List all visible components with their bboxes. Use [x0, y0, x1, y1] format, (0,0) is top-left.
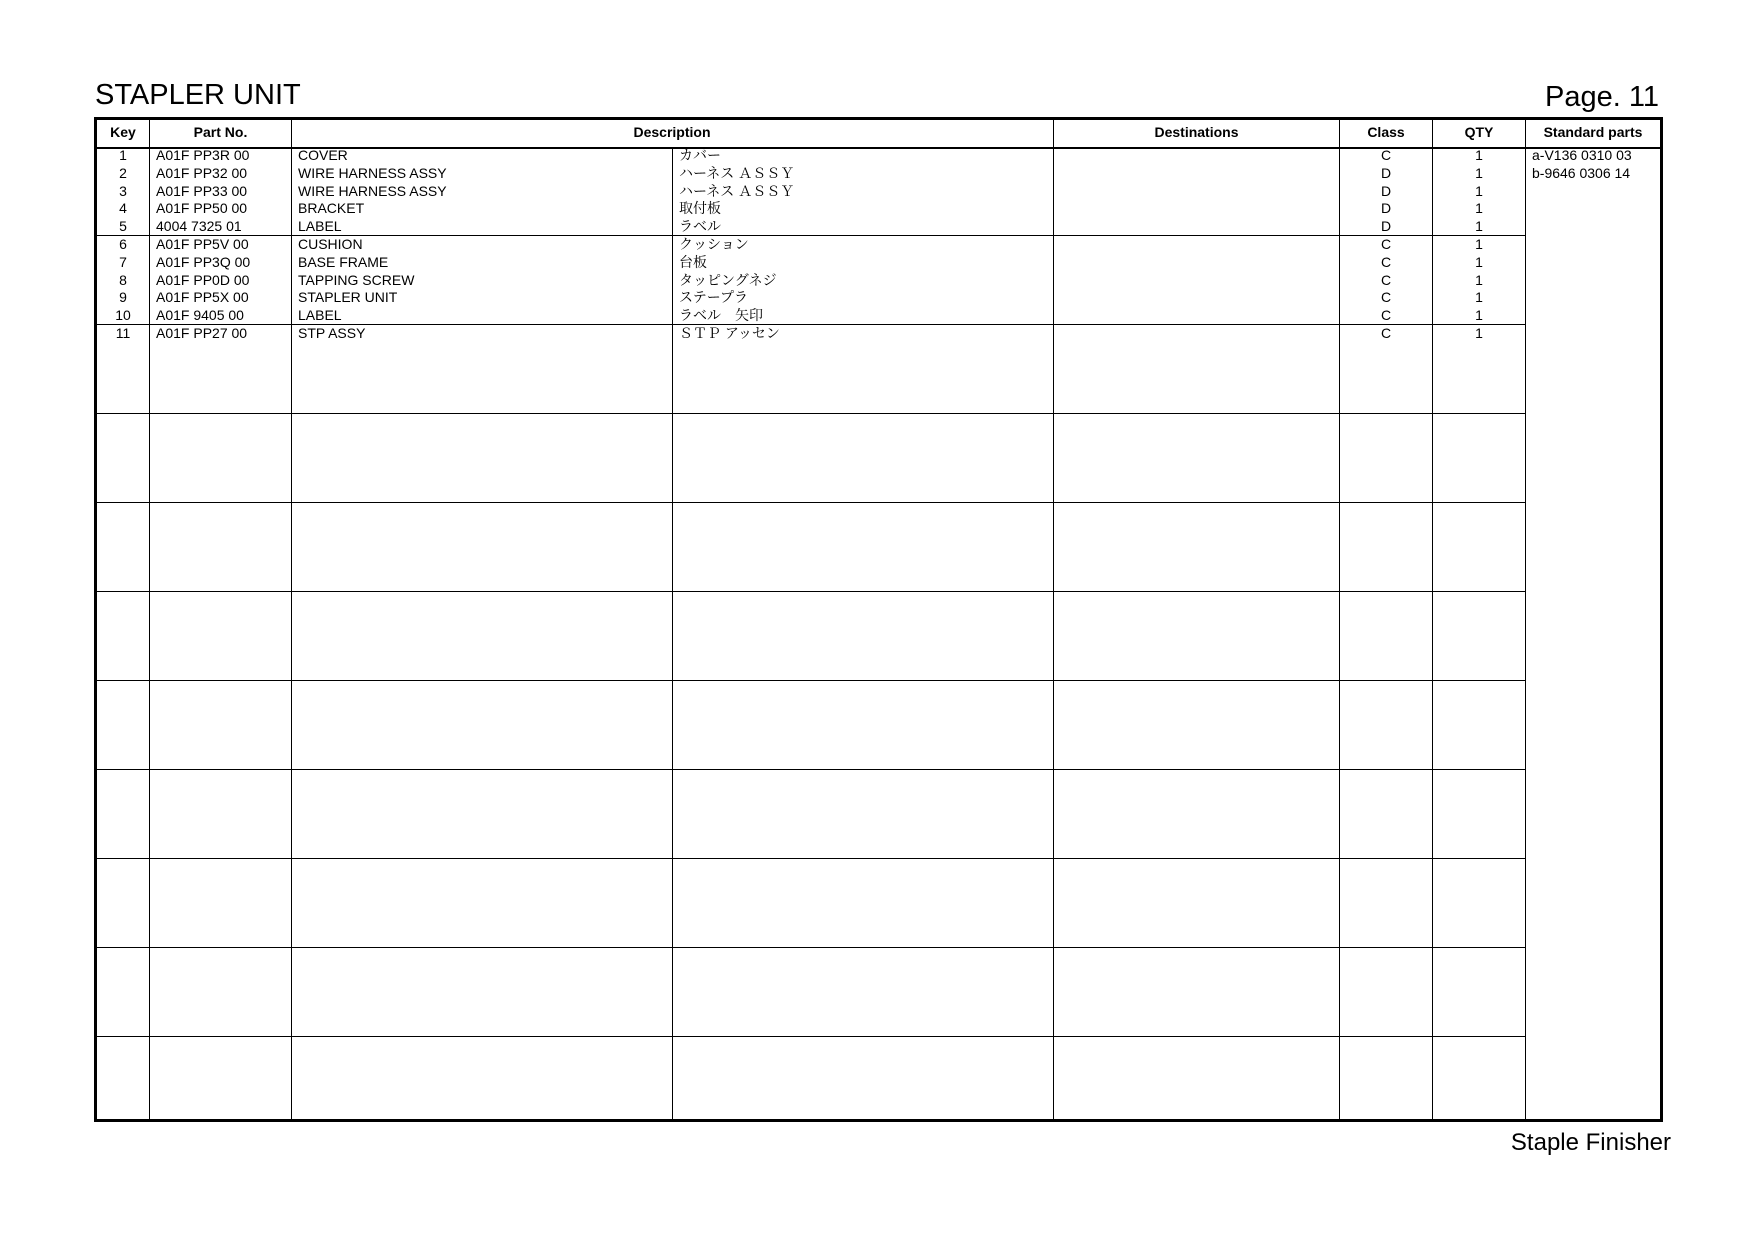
table-cell: 1	[1475, 253, 1483, 270]
table-cell: 1	[1475, 164, 1483, 181]
table-cell: D	[1380, 200, 1392, 217]
table-cell: 1	[1475, 218, 1483, 235]
description-en-column	[298, 147, 668, 343]
table-cell: 8	[119, 271, 127, 288]
table-cell: WIRE HARNESS ASSY	[298, 164, 447, 181]
table-cell: COVER	[298, 147, 348, 163]
table-cell: BASE FRAME	[298, 253, 389, 270]
table-cell: 9	[119, 289, 127, 306]
table-cell: 1	[1475, 271, 1483, 288]
table-cell: ステープラ	[679, 289, 749, 306]
table-cell: ラベル 矢印	[679, 307, 763, 324]
table-cell: D	[1380, 164, 1392, 181]
table-cell: ラベル	[679, 218, 721, 235]
header-key: Key	[110, 124, 136, 140]
table-cell: LABEL	[298, 307, 342, 324]
table-cell: 1	[1475, 324, 1483, 341]
table-cell: 台板	[679, 253, 707, 270]
table-cell: D	[1380, 182, 1392, 199]
row-divider	[97, 591, 1525, 592]
qty-column	[1433, 147, 1525, 343]
header-description: Description	[633, 124, 711, 140]
table-cell: 6	[119, 235, 127, 252]
page-title: STAPLER UNIT	[95, 79, 301, 111]
table-cell: ハーネス ＡＳＳＹ	[679, 182, 795, 199]
header-part-no: Part No.	[193, 124, 248, 140]
header-destinations: Destinations	[1154, 124, 1239, 140]
description-jp-column	[679, 147, 1049, 343]
row-divider	[97, 858, 1525, 859]
table-cell: C	[1380, 307, 1392, 324]
row-divider	[97, 1036, 1525, 1037]
row-divider	[97, 413, 1525, 414]
parts-table	[94, 117, 1663, 1122]
table-cell: 10	[115, 307, 131, 324]
row-divider	[97, 680, 1525, 681]
table-cell: A01F 9405 00	[156, 307, 244, 324]
column-divider	[1525, 120, 1526, 1119]
table-cell: STP ASSY	[298, 324, 366, 341]
table-cell: A01F PP5V 00	[156, 235, 249, 252]
table-cell: C	[1380, 271, 1392, 288]
table-cell: A01F PP3Q 00	[156, 253, 251, 270]
table-cell: A01F PP50 00	[156, 200, 248, 217]
table-cell: CUSHION	[298, 235, 363, 252]
table-cell: A01F PP5X 00	[156, 289, 249, 306]
table-cell: C	[1380, 253, 1392, 270]
column-divider	[1053, 120, 1054, 1119]
table-cell: C	[1380, 324, 1392, 341]
standard-parts-column	[1532, 147, 1660, 183]
table-cell: 5	[119, 218, 127, 235]
header-qty: QTY	[1464, 124, 1494, 140]
key-column	[97, 147, 149, 343]
table-cell: LABEL	[298, 218, 342, 235]
header-class: Class	[1367, 124, 1405, 140]
row-divider	[97, 947, 1525, 948]
table-cell: カバー	[679, 147, 721, 163]
table-cell: D	[1380, 218, 1392, 235]
table-cell: 取付板	[679, 200, 721, 217]
table-cell: 3	[119, 182, 127, 199]
table-cell: A01F PP33 00	[156, 182, 248, 199]
page-number: Page. 11	[1545, 81, 1659, 113]
table-cell: 1	[1475, 182, 1483, 199]
table-cell: 1	[1475, 235, 1483, 252]
table-cell: タッピングネジ	[679, 271, 777, 288]
table-cell: 1	[119, 147, 127, 163]
row-divider	[97, 769, 1525, 770]
table-cell: ハーネス ＡＳＳＹ	[679, 164, 795, 181]
table-cell: 4004 7325 01	[156, 218, 242, 235]
table-cell: A01F PP27 00	[156, 324, 248, 341]
table-cell: 11	[115, 324, 131, 341]
column-divider	[149, 120, 150, 1119]
table-cell: A01F PP0D 00	[156, 271, 250, 288]
row-divider	[97, 502, 1525, 503]
table-cell: BRACKET	[298, 200, 365, 217]
table-header	[97, 120, 1660, 149]
table-cell: WIRE HARNESS ASSY	[298, 182, 447, 199]
table-cell: TAPPING SCREW	[298, 271, 415, 288]
table-cell: ＳＴＰ アッセン	[679, 324, 780, 341]
header-standard-parts: Standard parts	[1543, 124, 1643, 140]
class-column	[1340, 147, 1432, 343]
table-cell: 4	[119, 200, 127, 217]
table-cell: 1	[1475, 307, 1483, 324]
table-cell: 1	[1475, 200, 1483, 217]
part-no-column	[156, 147, 290, 343]
standard-part-entry: a-V136 0310 03	[1532, 147, 1632, 163]
table-cell: STAPLER UNIT	[298, 289, 398, 306]
table-cell: 1	[1475, 147, 1483, 163]
table-cell: C	[1380, 235, 1392, 252]
column-divider	[291, 120, 292, 1119]
column-divider	[672, 147, 673, 1119]
table-cell: クッション	[679, 235, 749, 252]
document-footer: Staple Finisher	[1510, 1129, 1671, 1156]
table-cell: 1	[1475, 289, 1483, 306]
table-cell: C	[1380, 147, 1392, 163]
standard-part-entry: b-9646 0306 14	[1532, 164, 1631, 181]
table-cell: C	[1380, 289, 1392, 306]
table-cell: 2	[119, 164, 127, 181]
table-cell: A01F PP3R 00	[156, 147, 250, 163]
table-cell: 7	[119, 253, 127, 270]
table-cell: A01F PP32 00	[156, 164, 248, 181]
